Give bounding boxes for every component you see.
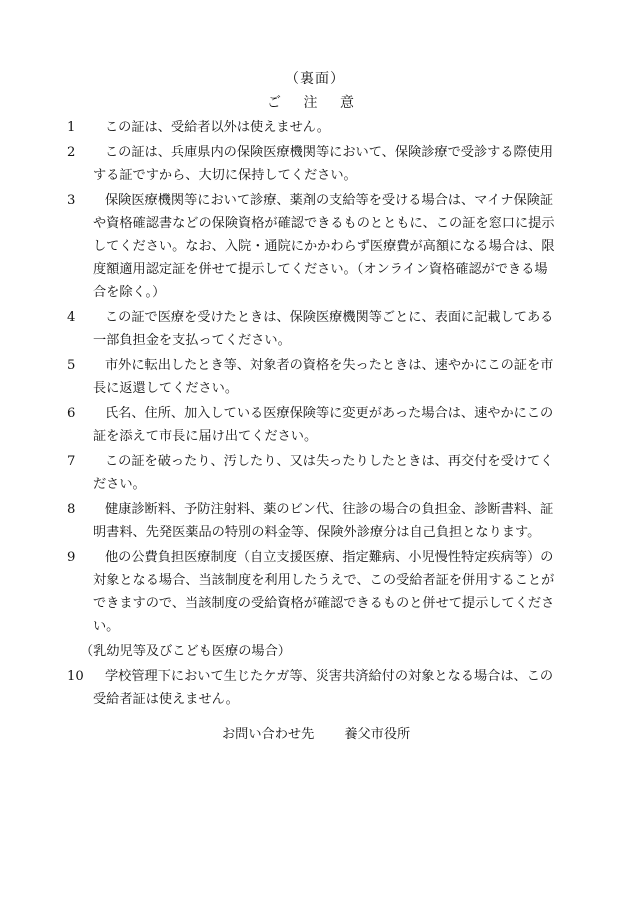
note-text: この証は、兵庫県内の保険医療機関等において、保険診療で受診する際使用する証ですから、大切に保持してください。 [93, 144, 554, 183]
note-item-1 [67, 116, 556, 139]
note-number: 10 [67, 668, 84, 684]
note-text: この証を破ったり、汚したり、又は失ったりしたときは、再交付を受けてください。 [93, 453, 554, 493]
note-item-10 [67, 665, 556, 711]
contact-label: お問い合わせ先 [222, 727, 315, 742]
page-title: ご 注 意 [267, 95, 363, 111]
section-label: （乳幼児等及びこども医療の場合） [80, 643, 291, 659]
note-number: 7 [67, 453, 76, 469]
note-number: 1 [67, 120, 76, 135]
note-item-6 [67, 402, 556, 448]
note-text: この証で医療を受けたときは、保険医療機関等ごとに、表面に記載してある一部負担金を支払ってください。 [93, 310, 554, 349]
note-text: この証は、受給者以外は使えません。 [105, 120, 330, 135]
contact-value: 養父市役所 [344, 727, 411, 742]
note-number: 9 [67, 549, 76, 565]
note-text: 健康診断料、予防注射料、薬のビン代、往診の場合の負担金、診断書料、証明書料、先発医薬品の特別の料金等、保険外診療分は自己負担となります。 [93, 501, 554, 540]
note-text: 他の公費負担医療制度（自立支援医療、指定難病、小児慢性特定疾病等）の対象となる場合、当該制度を利用したうえで、この受給者証を併用することができますので、当該制度の受給資格が確認できるものと併せて提示してください。 [93, 549, 555, 635]
note-text: 学校管理下において生じたケガ等、災害共済給付の対象となる場合は、この受給者証は使えません。 [93, 668, 554, 707]
note-item-4 [67, 306, 556, 352]
note-number: 3 [67, 192, 76, 208]
note-number: 2 [67, 144, 76, 160]
note-text: 市外に転出したとき等、対象者の資格を失ったときは、速やかにこの証を市長に返還してください。 [93, 358, 554, 397]
note-item-9 [67, 546, 556, 639]
notes-list [67, 116, 556, 713]
note-number: 4 [67, 310, 76, 326]
note-item-8 [67, 498, 556, 544]
note-number: 6 [67, 405, 76, 421]
note-item-7 [67, 450, 556, 496]
note-item-2 [67, 141, 556, 187]
note-item-5 [67, 354, 556, 400]
note-number: 5 [67, 358, 76, 374]
contact-line [222, 723, 410, 742]
note-item-3 [67, 189, 556, 305]
note-text: 保険医療機関等において診療、薬剤の支給等を受ける場合は、マイナ保険証や資格確認書などの保険資格が確認できるものとともに、この証を窓口に提示してください。なお、入院・通院にかかわらず医療費が高額になる場合は、限度額適用認定証を併せて提示してください。（オンライン資格確認ができる場合を除く。） [93, 192, 555, 301]
note-number: 8 [67, 501, 76, 517]
note-text: 氏名、住所、加入している医療保険等に変更があった場合は、速やかにこの証を添えて市長に届け出てください。 [93, 405, 554, 445]
side-label: （裏面） [285, 71, 345, 87]
